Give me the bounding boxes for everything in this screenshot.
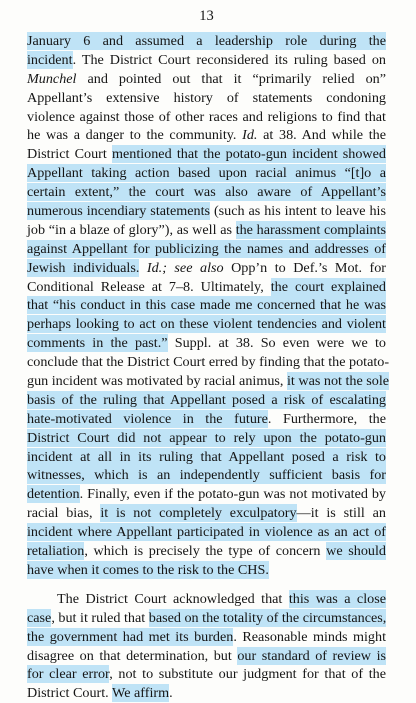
highlighted-text: case [27,609,52,626]
text-line [27,684,386,703]
highlighted-text: We affirm [111,685,170,702]
highlighted-text: incident where Appellant participated in violence as an act of [27,524,386,541]
text-line [27,70,386,89]
highlighted-text: mentioned that the potato-gun incident showed [111,146,386,163]
highlighted-text: January 6 and assumed a leadership role during the [27,33,386,49]
text-line [27,466,386,485]
text-line [27,32,386,51]
paragraph [27,590,386,703]
italic-text: Id.; see also [146,259,224,276]
text-segment: conclude that the District Court erred by finding that the potato- [27,354,390,371]
text-line [27,240,386,259]
text-line [27,429,386,448]
highlighted-text: it is not completely exculpatory [100,505,297,522]
text-line [27,315,386,334]
highlighted-text: have when it comes to the risk to the CHS. [27,561,269,578]
paragraph [27,32,390,580]
text-segment: District Court [27,146,112,163]
highlighted-text: certain extent,” the court was also aware of Appellant’s [27,184,386,201]
text-segment: Opp’n to Def.’s Mot. for [223,259,386,276]
highlighted-text: comments in the past.” [27,335,168,352]
text-line [27,296,386,315]
text-segment: . The District Court reconsidered its ruling based on [72,51,386,68]
highlighted-text: based on the totality of the circumstances, [148,609,387,626]
text-segment: he was a danger to the community. [27,127,243,144]
text-line [27,108,386,127]
text-segment: , not to substitute our judgment for that of the [109,666,387,683]
highlighted-text: basis of the ruling that Appellant posed a risk of escalating [27,391,386,408]
text-line [27,334,386,353]
text-segment: —it is still an [296,505,386,522]
text-line [27,542,386,561]
highlighted-text: Jewish individuals. [27,259,140,276]
highlighted-text: incident [27,51,73,68]
text-line [27,183,386,202]
text-line [27,51,386,70]
highlighted-text: we should [326,543,386,560]
text-segment: gun incident was motivated by racial animus, [27,373,287,390]
text-line [27,561,386,580]
text-segment: Suppl. at 38. So even were we to [167,335,387,352]
text-segment: The District Court acknowledged that [57,590,289,607]
text-segment: , but it ruled that [51,609,149,626]
highlighted-text: this was a close [288,590,386,607]
page-number: 13 [199,8,214,24]
text-line [27,448,386,467]
text-segment: . Reasonable minds might [233,628,386,645]
text-segment [139,260,147,276]
highlighted-text: the government had met its burden [27,628,234,645]
text-line [27,485,386,504]
italic-text: Munchel [27,70,77,87]
text-line [27,391,386,410]
text-line [27,504,386,523]
text-segment: racial bias, [27,505,101,522]
text-segment: . Furthermore, the [267,410,386,427]
highlighted-text: our standard of review is [237,647,386,664]
text-segment: disagree on that determination, but [27,647,238,664]
highlighted-text: the harassment complaints [235,221,386,238]
text-line [27,278,386,297]
text-line [27,410,386,429]
highlighted-text: retaliation [27,543,85,560]
highlighted-text: witnesses, which is an independently sufficient basis for [27,467,386,484]
text-segment: job “in a blaze of glory”), as well as [27,221,236,238]
text-segment: (such as his intent to leave his [210,203,386,220]
text-line [27,145,386,164]
text-line [27,372,390,391]
text-line [27,647,386,666]
text-segment: . Finally, even if the potato-gun was not motivated by [79,486,386,503]
text-segment: Appellant’s extensive history of statements condoning [27,89,386,106]
text-line [27,221,386,240]
highlighted-text: incident at all in its ruling that Appellant posed a risk to [27,448,386,465]
text-segment: at 38. And while the [257,127,386,144]
text-line [27,523,386,542]
text-line [27,353,390,372]
highlighted-text: Appellant taking action based upon racial animus “[t]o a [27,165,386,182]
italic-text: Id. [242,127,258,144]
text-line [27,259,386,278]
text-segment: . [169,685,173,702]
document-body [27,32,390,703]
highlighted-text: that “his conduct in this case made me concerned that he was [27,297,386,314]
paragraph-gap [27,580,386,590]
highlighted-text: hate-motivated violence in the future [27,410,268,427]
text-line [27,126,386,145]
text-line [27,665,386,684]
text-line [27,202,386,221]
highlighted-text: against Appellant for publicizing the names and addresses of [27,240,386,257]
highlighted-text: perhaps looking to act on these violent tendencies and violent [27,316,386,333]
text-segment: District Court. [27,685,112,702]
text-line [27,164,386,183]
text-segment: violence against those of other races and religions to find that [27,108,386,125]
highlighted-text: for clear error [27,666,110,683]
highlighted-text: numerous incendiary statements [27,203,211,220]
text-line [27,609,386,628]
highlighted-text: the court explained [270,278,386,295]
text-segment: , which is precisely the type of concern [84,543,327,560]
highlighted-text: District Court did not appear to rely upon the potato-gun [27,429,386,446]
text-segment: and pointed out that it “primarily relied on” [76,70,386,87]
text-segment: Conditional Release at 7–8. Ultimately, [27,278,271,295]
highlighted-text: it was not the sole [286,373,390,390]
highlighted-text: detention [27,486,80,503]
text-line [27,590,386,609]
text-line [27,628,386,647]
text-line [27,89,386,108]
